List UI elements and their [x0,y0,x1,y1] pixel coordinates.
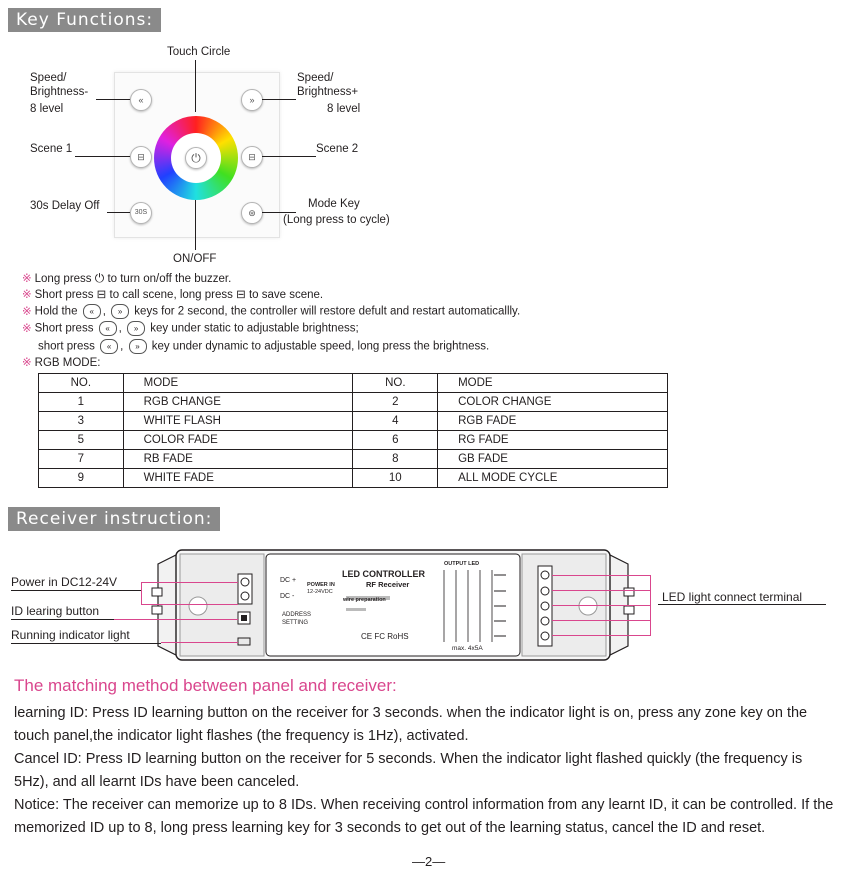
table-cell: COLOR FADE [123,431,353,450]
table-cell: 8 [353,450,438,469]
speed-minus-icon: « [99,321,117,336]
table-cell: 6 [353,431,438,450]
speed-minus-label-2: Brightness- [30,86,89,98]
scene2-button[interactable]: ⊟ [241,146,263,168]
device-subtitle: RF Receiver [366,580,410,589]
notice-paragraph: Notice: The receiver can memorize up to 8 IDs. When receiving control information from any learnt ID, it can be controlled. If the memorized ID up to 8, long press learning key for 3 seconds to get out of the learning status, cancel the ID and reset. [14,797,834,836]
delay-off-button[interactable]: 30S [130,202,152,224]
max-current-label: max. 4x5A [452,645,483,652]
note-brightness: ※ Short press « , » key under static to adjustable brightness; [22,322,359,335]
cancel-id-paragraph: Cancel ID: Press ID learning button on the receiver for 5 seconds. When the indicator light flashed quickly (the frequency is 5Hz), and all learnt IDs have been canceled. [14,751,803,790]
id-button-annotation: ID learing button [11,604,100,618]
receiver-instruction-header: Receiver instruction: [8,507,220,531]
speed-plus-label-1: Speed/ [297,72,334,84]
table-row [39,450,668,469]
speed-minus-icon: « [100,339,118,354]
scene-icon: ⊟ [236,289,246,301]
learning-id-paragraph: learning ID: Press ID learning button on the receiver for 3 seconds. when the indicator light is on, press any zone key on the touch panel,the indicator light flashes (the frequency is 1Hz), activated. [14,705,808,744]
table-cell: COLOR CHANGE [438,393,668,412]
mode-key-label: Mode Key [308,198,360,210]
table-header: NO. [353,374,438,393]
scene-icon: ⊟ [96,289,107,301]
table-cell: 10 [353,469,438,488]
table-header: NO. [39,374,124,393]
matching-title: The matching method between panel and receiver: [14,676,397,695]
address-label: ADDRESS [282,612,312,618]
table-cell: 7 [39,450,124,469]
output-led-label: OUTPUT LED [444,561,480,567]
setting-label: SETTING [282,620,309,626]
speed-plus-icon: » [127,321,145,336]
power-icon: ⏻ [94,271,105,285]
table-cell: RB FADE [123,450,353,469]
table-cell: 2 [353,393,438,412]
table-cell: RG FADE [438,431,668,450]
delay-off-label: 30s Delay Off [30,200,100,212]
device-title: LED CONTROLLER [342,569,425,579]
power-button[interactable]: ⏻ [185,147,207,169]
table-row [39,469,668,488]
scene1-label: Scene 1 [30,143,73,155]
table-row [39,412,668,431]
speed-minus-icon: « [83,304,101,319]
speed-plus-label-2: Brightness+ [297,86,359,98]
table-cell: 1 [39,393,124,412]
speed-plus-icon: » [129,339,147,354]
wire-prep-label: wire preparation [343,597,386,603]
table-header: MODE [123,374,353,393]
page-number: —2— [412,854,446,869]
power-in-label: POWER IN [307,582,335,588]
table-cell: 9 [39,469,124,488]
note-restore: ※ Hold the « , » keys for 2 second, the controller will restore defult and restart automaticallly. [22,305,521,318]
speed-plus-label-3: 8 level [327,103,361,115]
scene1-button[interactable]: ⊟ [130,146,152,168]
scene2-label: Scene 2 [316,143,359,155]
certification-label: CE FC RoHS [361,632,409,641]
key-functions-header: Key Functions: [8,8,161,32]
note-speed: short press « , » key under dynamic to adjustable speed, long press the brightness. [38,340,490,353]
touch-circle-label: Touch Circle [167,46,231,58]
speed-minus-label-1: Speed/ [30,72,67,84]
speed-minus-button[interactable]: « [130,89,152,111]
table-row [39,393,668,412]
note-rgb-mode: ※ RGB MODE: [22,357,101,369]
table-cell: RGB CHANGE [123,393,353,412]
table-cell: WHITE FLASH [123,412,353,431]
mode-key-button[interactable]: ⊛ [241,202,263,224]
table-row [39,431,668,450]
table-cell: 3 [39,412,124,431]
speed-minus-label-3: 8 level [30,103,64,115]
on-off-label: ON/OFF [173,253,217,265]
dc-plus-label: DC + [280,577,297,584]
speed-plus-button[interactable]: » [241,89,263,111]
table-header-row [39,374,668,393]
dc-minus-label: DC - [280,593,295,600]
speed-plus-icon: » [111,304,129,319]
table-header: MODE [438,374,668,393]
indicator-annotation: Running indicator light [11,628,130,642]
table-cell: RGB FADE [438,412,668,431]
rgb-mode-table [38,373,668,488]
voltage-label: 12-24VDC [307,589,333,595]
table-cell: WHITE FADE [123,469,353,488]
table-cell: ALL MODE CYCLE [438,469,668,488]
note-buzzer: ※ Long press ⏻ to turn on/off the buzzer. [22,271,232,285]
table-cell: 5 [39,431,124,450]
led-terminal-annotation: LED light connect terminal [662,590,803,604]
power-in-annotation: Power in DC12-24V [11,575,118,589]
table-cell: 4 [353,412,438,431]
table-cell: GB FADE [438,450,668,469]
note-scene: ※ Short press ⊟ to call scene, long press ⊟ to save scene. [22,289,324,301]
mode-key-sub-label: (Long press to cycle) [283,214,390,226]
